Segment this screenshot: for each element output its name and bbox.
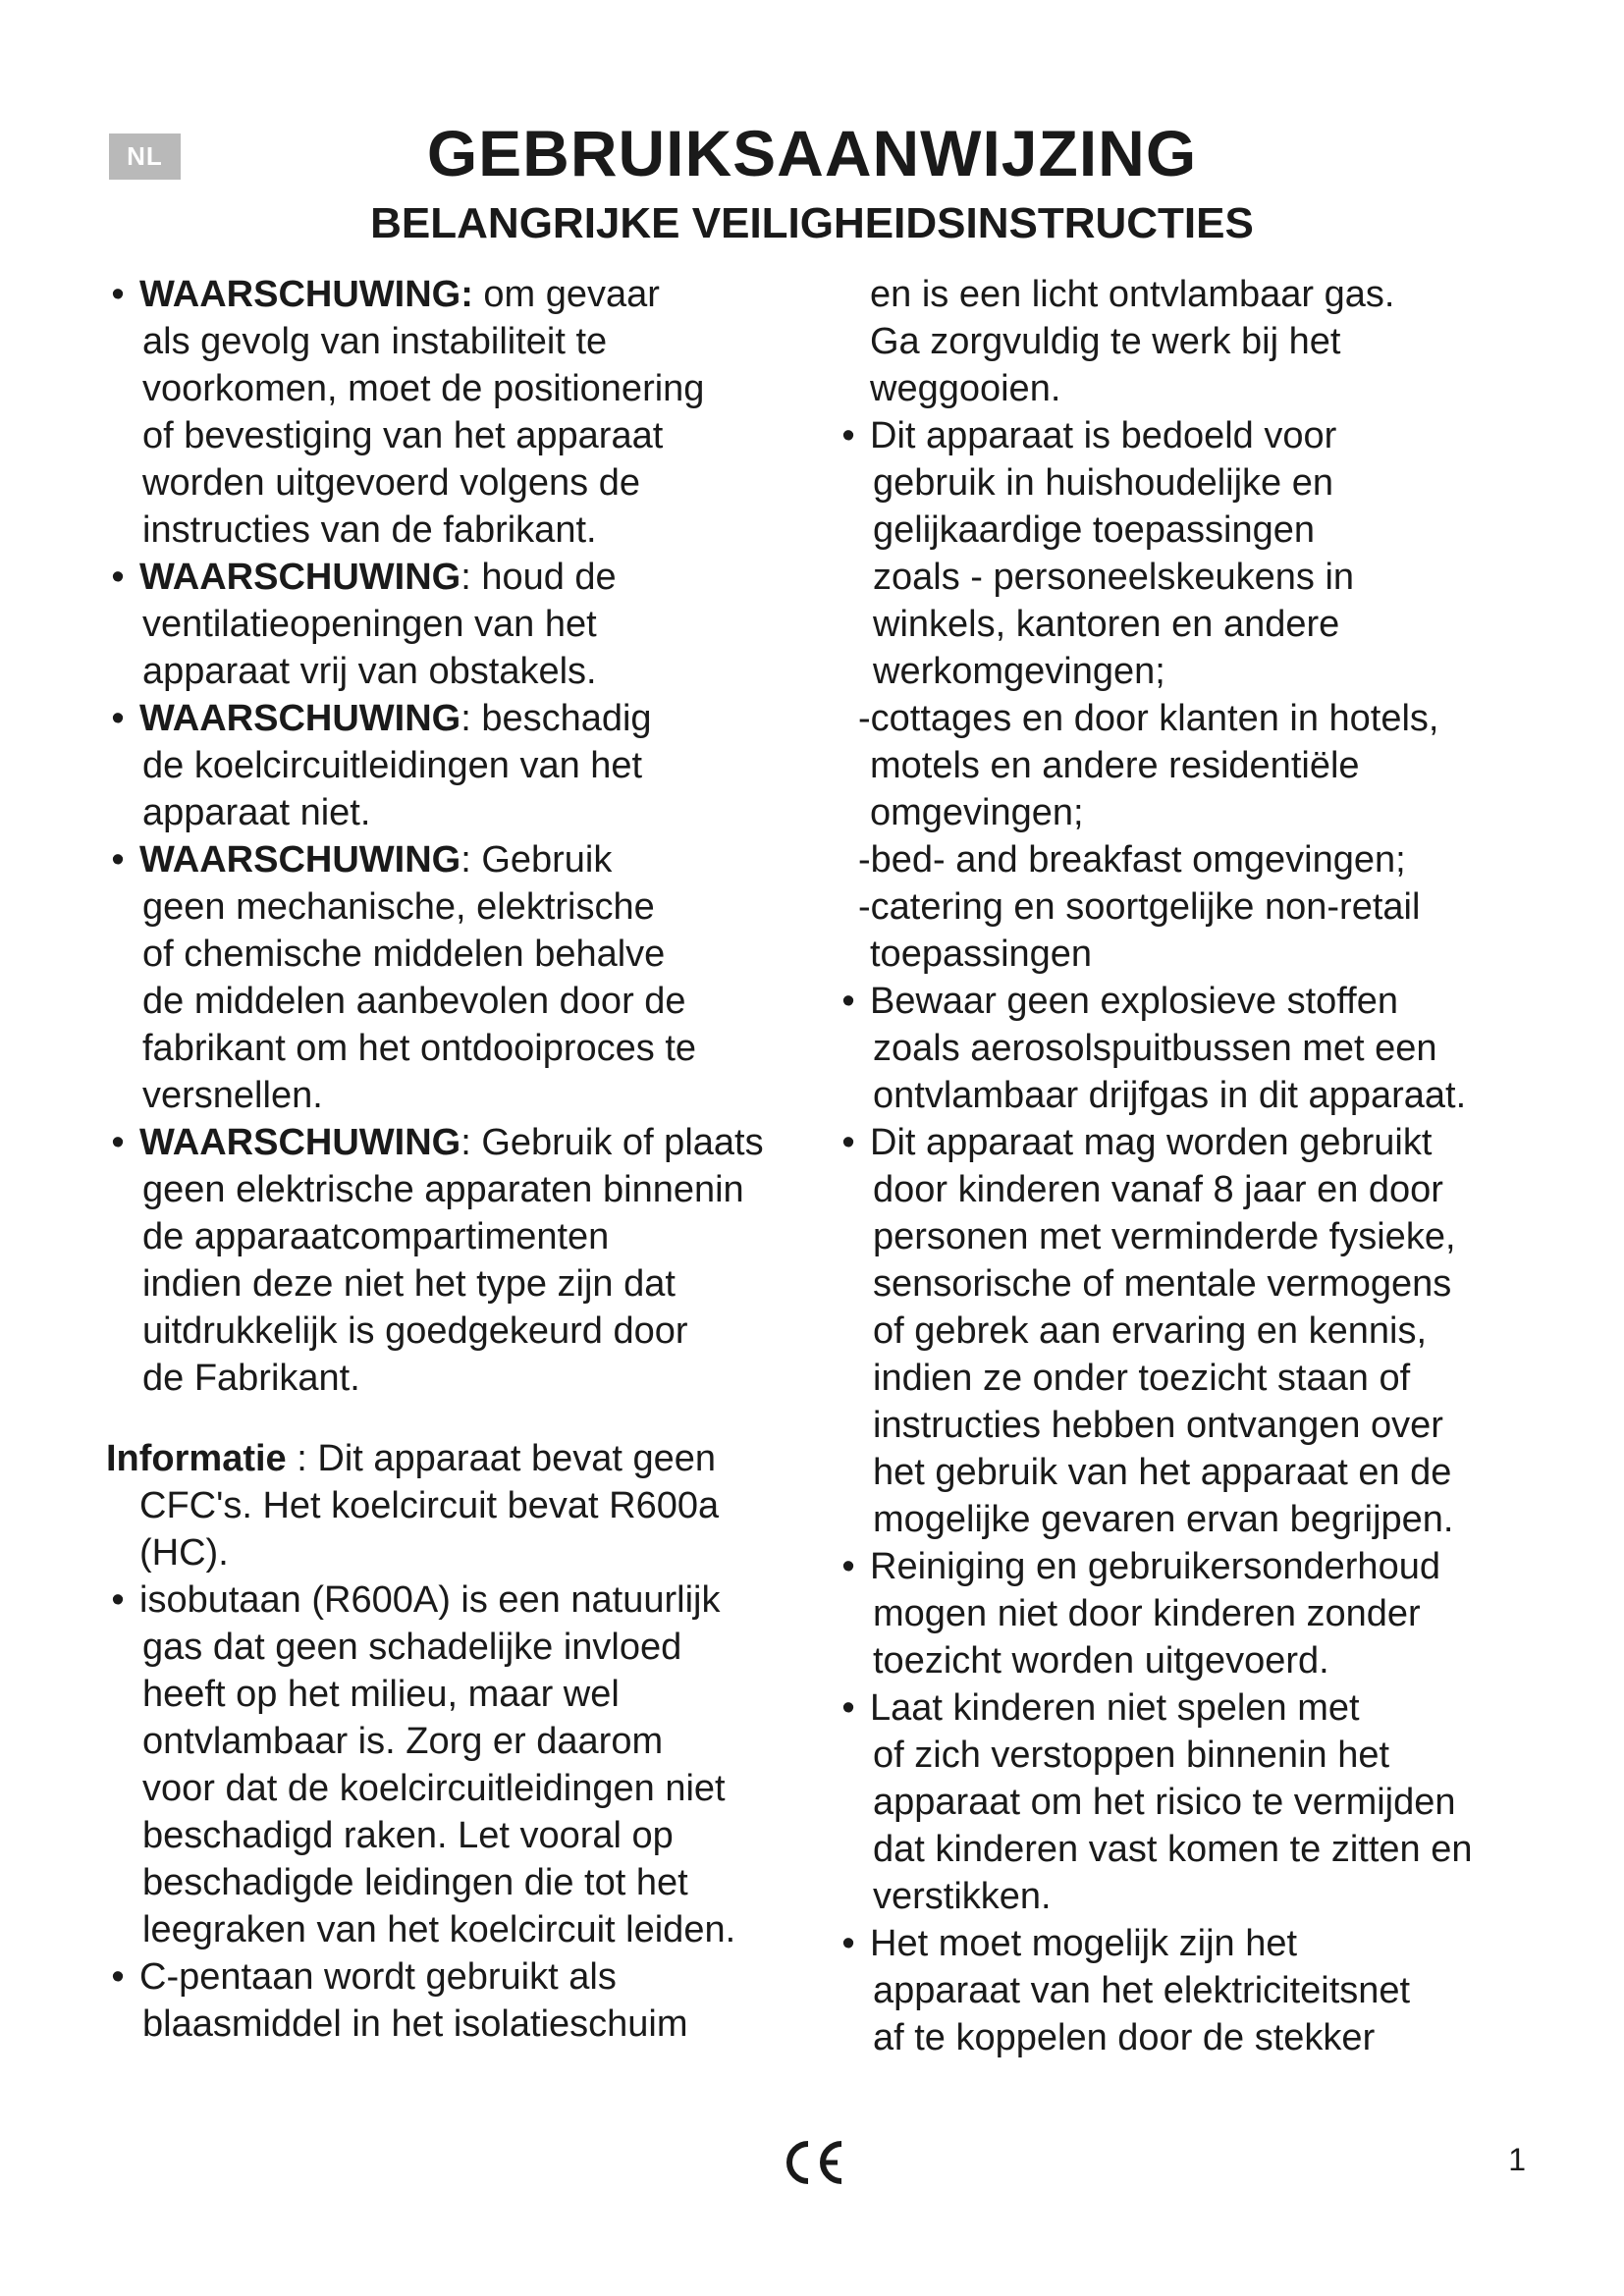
text-line: beschadigd raken. Let vooral op xyxy=(142,1815,674,1856)
right-column xyxy=(837,271,1543,2061)
bullet-icon: • xyxy=(841,1122,855,1163)
text-line: of bevestiging van het apparaat xyxy=(142,415,664,456)
warning-item xyxy=(106,1119,813,1402)
text-line: apparaat niet. xyxy=(142,792,371,833)
text-line: zoals - personeelskeukens in xyxy=(873,557,1355,598)
left-column xyxy=(106,271,813,2048)
text-line: apparaat vrij van obstakels. xyxy=(142,651,597,692)
text-line: gas dat geen schadelijke invloed xyxy=(142,1627,682,1668)
text-line: versnellen. xyxy=(142,1075,323,1116)
text-line: winkels, kantoren en andere xyxy=(873,604,1340,645)
text-line: instructies van de fabrikant. xyxy=(142,509,597,551)
text-line: worden uitgevoerd volgens de xyxy=(142,462,641,504)
text-line: fabrikant om het ontdooiproces te xyxy=(142,1028,697,1069)
bullet-icon: • xyxy=(111,839,125,881)
text-line: het gebruik van het apparaat en de xyxy=(873,1452,1452,1493)
page-number: 1 xyxy=(1508,2142,1526,2177)
bullet-item xyxy=(837,1684,1543,1920)
text-line: geen elektrische apparaten binnenin xyxy=(142,1169,744,1210)
sub-item xyxy=(837,695,1543,836)
bullet-item xyxy=(837,978,1543,1119)
bullet-icon: • xyxy=(111,274,125,315)
bullet-icon: • xyxy=(841,981,855,1022)
text-line: motels en andere residentiële xyxy=(870,745,1360,786)
language-badge: NL xyxy=(109,133,181,180)
bullet-item xyxy=(837,1920,1543,2061)
text-line: toezicht worden uitgevoerd. xyxy=(873,1640,1329,1682)
text-line: omgevingen; xyxy=(870,792,1084,833)
bullet-icon: • xyxy=(841,415,855,456)
bullet-icon: • xyxy=(111,1956,125,1998)
text-line: toepassingen xyxy=(870,934,1093,975)
text-line: apparaat om het risico te vermijden xyxy=(873,1782,1456,1823)
bullet-item xyxy=(837,412,1543,695)
text-line: dat kinderen vast komen te zitten en xyxy=(873,1829,1473,1870)
text-line: leegraken van het koelcircuit leiden. xyxy=(142,1909,736,1950)
bullet-icon: • xyxy=(111,698,125,739)
text-line: Laat kinderen niet spelen met xyxy=(870,1687,1360,1729)
text-line: : Dit apparaat bevat geen xyxy=(286,1438,716,1479)
info-label: Informatie xyxy=(106,1438,287,1479)
warning-item xyxy=(106,695,813,836)
text-line: (HC). xyxy=(139,1532,229,1574)
text-line: indien ze onder toezicht staan of xyxy=(873,1358,1411,1399)
text-line: uitdrukkelijk is goedgekeurd door xyxy=(142,1310,688,1352)
text-line: gelijkaardige toepassingen xyxy=(873,509,1315,551)
text-line: weggooien. xyxy=(870,368,1061,409)
text-line: Het moet mogelijk zijn het xyxy=(870,1923,1298,1964)
text-line: instructies hebben ontvangen over xyxy=(873,1405,1443,1446)
sub-item xyxy=(837,836,1543,883)
text-line: blaasmiddel in het isolatieschuim xyxy=(142,2003,688,2045)
text-line: Bewaar geen explosieve stoffen xyxy=(870,981,1398,1022)
text-line: : Gebruik of plaats xyxy=(460,1122,764,1163)
warning-label: WAARSCHUWING xyxy=(139,557,461,598)
text-line: ventilatieopeningen van het xyxy=(142,604,597,645)
text-line: voorkomen, moet de positionering xyxy=(142,368,705,409)
text-line: Ga zorgvuldig te werk bij het xyxy=(870,321,1341,362)
text-line: zoals aerosolspuitbussen met een xyxy=(873,1028,1437,1069)
text-line: of gebrek aan ervaring en kennis, xyxy=(873,1310,1428,1352)
text-line: C-pentaan wordt gebruikt als xyxy=(139,1956,617,1998)
text-line: Dit apparaat mag worden gebruikt xyxy=(870,1122,1433,1163)
text-line: als gevolg van instabiliteit te xyxy=(142,321,608,362)
text-line: om gevaar xyxy=(472,274,660,315)
warning-item xyxy=(106,271,813,554)
continuation-paragraph xyxy=(837,271,1543,412)
bullet-icon: • xyxy=(841,1687,855,1729)
text-line: Dit apparaat is bedoeld voor xyxy=(870,415,1337,456)
text-line: geen mechanische, elektrische xyxy=(142,886,655,928)
text-line: apparaat van het elektriciteitsnet xyxy=(873,1970,1411,2011)
text-line: personen met verminderde fysieke, xyxy=(873,1216,1456,1257)
warning-item xyxy=(106,836,813,1119)
text-line: ontvlambaar drijfgas in dit apparaat. xyxy=(873,1075,1467,1116)
text-line: voor dat de koelcircuitleidingen niet xyxy=(142,1768,726,1809)
text-line: -cottages en door klanten in hotels, xyxy=(858,698,1439,739)
text-line: mogelijke gevaren ervan begrijpen. xyxy=(873,1499,1454,1540)
ce-mark-icon xyxy=(779,2138,847,2187)
bullet-item xyxy=(837,1543,1543,1684)
text-line: indien deze niet het type zijn dat xyxy=(142,1263,676,1305)
text-line: CFC's. Het koelcircuit bevat R600a xyxy=(139,1485,720,1526)
bullet-icon: • xyxy=(111,1579,125,1621)
text-line: -catering en soortgelijke non-retail xyxy=(858,886,1421,928)
text-line: of chemische middelen behalve xyxy=(142,934,666,975)
text-line: beschadigde leidingen die tot het xyxy=(142,1862,688,1903)
page-subtitle: BELANGRIJKE VEILIGHEIDSINSTRUCTIES xyxy=(370,199,1254,247)
text-line: isobutaan (R600A) is een natuurlijk xyxy=(139,1579,721,1621)
text-line: mogen niet door kinderen zonder xyxy=(873,1593,1421,1634)
text-line: de middelen aanbevolen door de xyxy=(142,981,686,1022)
text-line: sensorische of mentale vermogens xyxy=(873,1263,1452,1305)
bullet-item xyxy=(837,1119,1543,1543)
bullet-icon: • xyxy=(111,1122,125,1163)
warning-item xyxy=(106,554,813,695)
sub-item xyxy=(837,883,1543,978)
bullet-icon: • xyxy=(841,1546,855,1587)
text-line: de Fabrikant. xyxy=(142,1358,360,1399)
text-line: verstikken. xyxy=(873,1876,1052,1917)
warning-label: WAARSCHUWING xyxy=(139,698,461,739)
text-line: : Gebruik xyxy=(460,839,613,881)
text-line: werkomgevingen; xyxy=(873,651,1165,692)
text-line: heeft op het milieu, maar wel xyxy=(142,1674,620,1715)
bullet-icon: • xyxy=(111,557,125,598)
info-paragraph xyxy=(106,1435,813,1576)
text-line: Reiniging en gebruikersonderhoud xyxy=(870,1546,1440,1587)
text-line: en is een licht ontvlambaar gas. xyxy=(870,274,1395,315)
text-line: : beschadig xyxy=(460,698,652,739)
warning-label: WAARSCHUWING xyxy=(139,839,461,881)
text-line: de apparaatcompartimenten xyxy=(142,1216,610,1257)
text-line: door kinderen vanaf 8 jaar en door xyxy=(873,1169,1443,1210)
text-line: of zich verstoppen binnenin het xyxy=(873,1735,1390,1776)
text-line: ontvlambaar is. Zorg er daarom xyxy=(142,1721,664,1762)
warning-label: WAARSCHUWING xyxy=(139,1122,461,1163)
text-line: af te koppelen door de stekker xyxy=(873,2017,1376,2058)
bullet-icon: • xyxy=(841,1923,855,1964)
text-line: -bed- and breakfast omgevingen; xyxy=(858,839,1406,881)
warning-label: WAARSCHUWING: xyxy=(139,274,473,315)
bullet-item xyxy=(106,1576,813,1953)
text-line: gebruik in huishoudelijke en xyxy=(873,462,1333,504)
page-title: GEBRUIKSAANWIJZING xyxy=(426,117,1198,189)
text-line: de koelcircuitleidingen van het xyxy=(142,745,643,786)
bullet-item xyxy=(106,1953,813,2048)
text-line: : houd de xyxy=(460,557,617,598)
